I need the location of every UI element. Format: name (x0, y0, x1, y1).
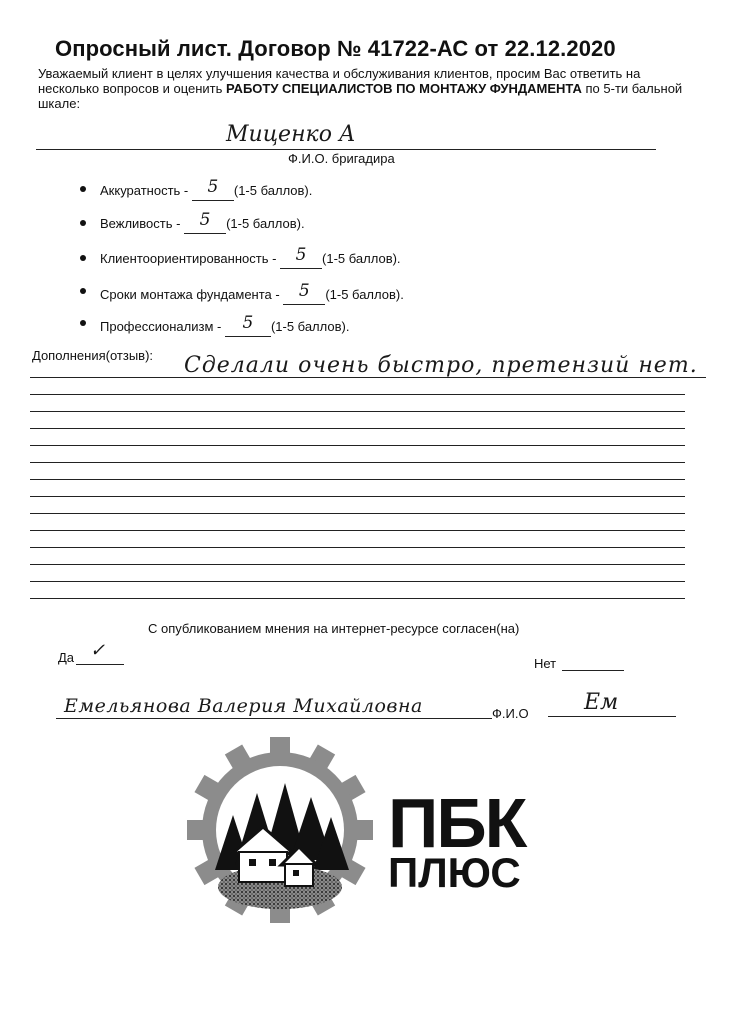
feedback-line (30, 411, 685, 412)
rating-score-value: 5 (199, 210, 211, 230)
intro-bold-text: РАБОТУ СПЕЦИАЛИСТОВ ПО МОНТАЖУ ФУНДАМЕНТА (226, 81, 582, 96)
rating-score-value: 5 (298, 281, 310, 301)
rating-row (100, 245, 401, 269)
foreman-name-handwritten: Миценко А (226, 122, 356, 147)
rating-label: Профессионализм - (100, 319, 225, 334)
signer-name-line (56, 718, 492, 719)
rating-row (100, 313, 350, 337)
consent-no-line[interactable] (562, 670, 624, 671)
rating-label: Сроки монтажа фундамента - (100, 287, 284, 302)
consent-yes-line (76, 664, 124, 665)
rating-range: (1-5 баллов). (322, 251, 401, 266)
rating-score-field[interactable] (192, 177, 234, 201)
feedback-line (30, 377, 706, 378)
rating-row (100, 210, 305, 234)
check-mark-icon: ✓ (90, 640, 106, 661)
rating-row (100, 281, 404, 305)
bullet-icon (80, 288, 86, 294)
foreman-name-line (36, 149, 656, 150)
feedback-line (30, 462, 685, 463)
bullet-icon (80, 255, 86, 261)
intro-text-2: по 5-ти бальной шкале: (38, 81, 683, 111)
rating-score-value: 5 (242, 313, 254, 333)
signature-handwritten: Ем (584, 690, 619, 715)
feedback-line (30, 479, 685, 480)
feedback-line (30, 547, 685, 548)
brand-name-line2: ПЛЮС (388, 849, 521, 896)
rating-score-value: 5 (295, 245, 307, 265)
rating-row (100, 177, 313, 201)
rating-label: Вежливость - (100, 216, 185, 231)
bullet-icon (80, 220, 86, 226)
rating-score-field[interactable] (225, 313, 271, 337)
signature-line (548, 716, 676, 717)
rating-range: (1-5 баллов). (233, 183, 313, 198)
feedback-label: Дополнения(отзыв): (32, 348, 154, 363)
company-logo-emblem (185, 735, 375, 925)
feedback-line (30, 445, 685, 446)
rating-range: (1-5 баллов). (325, 287, 404, 302)
gear-forest-house-icon (185, 735, 375, 925)
signer-fio-label: Ф.И.О (492, 706, 529, 721)
bullet-icon (80, 186, 86, 192)
feedback-line (30, 530, 685, 531)
consent-yes[interactable] (58, 650, 74, 665)
feedback-line (30, 581, 685, 582)
rating-range: (1-5 баллов). (226, 216, 305, 231)
foreman-label: Ф.И.О. бригадира (288, 151, 395, 166)
rating-score-field[interactable] (184, 210, 226, 234)
intro-paragraph (38, 66, 698, 111)
rating-label: Аккуратность - (100, 183, 192, 198)
rating-label: Клиентоориентированность - (100, 251, 281, 266)
rating-score-field[interactable] (283, 281, 325, 305)
bullet-icon (80, 320, 86, 326)
feedback-line (30, 513, 685, 514)
rating-score-field[interactable] (280, 245, 322, 269)
feedback-line (30, 496, 685, 497)
consent-yes-label: Да (58, 650, 75, 665)
feedback-line (30, 598, 685, 599)
intro-text-1: Уважаемый клиент в целях улучшения качества и обслуживания клиентов, просим Вас ответить на несколько вопросов и оценить (38, 66, 641, 96)
page-title: Опросный лист. Договор № 41722-АС от 22.12.2020 (55, 36, 616, 61)
feedback-text-handwritten: Сделали очень быстро, претензий нет. (184, 353, 698, 378)
feedback-line (30, 394, 685, 395)
signer-name-handwritten: Емельянова Валерия Михайловна (64, 695, 423, 717)
brand-name-line1: ПБК (388, 784, 526, 862)
consent-question: С опубликованием мнения на интернет-ресурсе согласен(на) (148, 621, 520, 636)
rating-range: (1-5 баллов). (270, 319, 350, 334)
rating-score-value: 5 (207, 177, 219, 197)
feedback-line (30, 428, 685, 429)
feedback-line (30, 564, 685, 565)
consent-no-label: Нет (534, 656, 557, 671)
